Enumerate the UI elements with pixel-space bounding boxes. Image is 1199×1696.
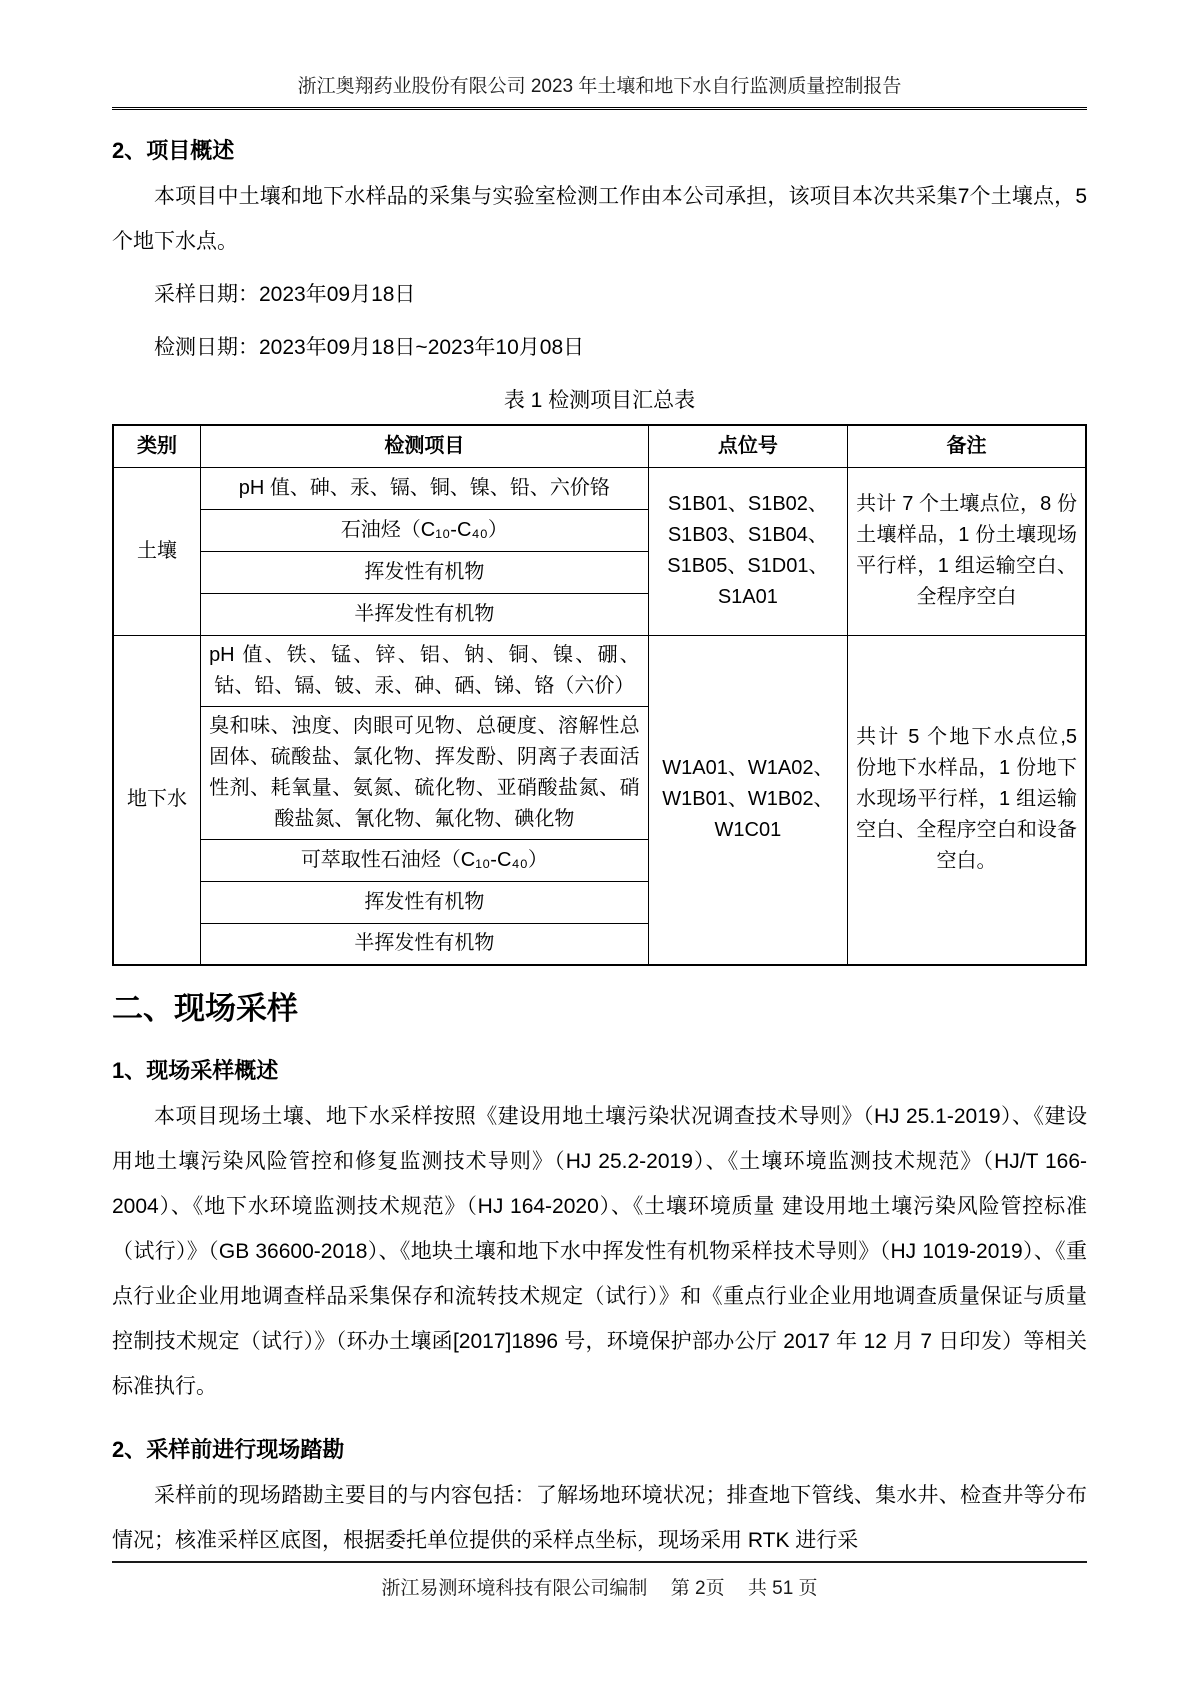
report-title: 浙江奥翔药业股份有限公司 2023 年土壤和地下水自行监测质量控制报告 [297,76,902,97]
heading-field-sampling: 二、现场采样 [112,991,298,1026]
soil-item-voc: 挥发性有机物 [201,551,649,593]
footer-total-pages: 共 51 页 [747,1578,818,1599]
groundwater-item-voc: 挥发性有机物 [201,881,649,923]
table-1-caption: 表 1 检测项目汇总表 [503,389,696,412]
footer-page-number: 第 2页 [670,1578,725,1599]
soil-category-cell: 土壤 [113,467,201,635]
soil-item-metals: pH 值、砷、汞、镉、铜、镍、铅、六价铬 [201,467,649,509]
running-footer [112,1561,1087,1600]
overview-paragraph: 本项目中土壤和地下水样品的采集与实验室检测工作由本公司承担，该项目本次共采集7个土壤点，5个地下水点。 [112,185,1087,253]
groundwater-item-petroleum: 可萃取性石油烃（C₁₀-C₄₀） [201,839,649,881]
col-header-category: 类别 [113,425,201,467]
col-header-items: 检测项目 [201,425,649,467]
table-header-row [113,425,1086,467]
running-header [112,0,1087,110]
col-header-remark: 备注 [848,425,1086,467]
soil-item-petroleum: 石油烃（C₁₀-C₄₀） [201,509,649,551]
table-1-monitoring-items [112,424,1087,966]
groundwater-points-cell: W1A01、W1A02、W1B01、W1B02、W1C01 [648,635,847,965]
testing-date-line: 检测日期：2023年09月18日~2023年10月08日 [154,336,585,359]
table-row [113,635,1086,706]
soil-points-cell: S1B01、S1B02、S1B03、S1B04、S1B05、S1D01、S1A01 [648,467,847,635]
reconnaissance-paragraph: 采样前的现场踏勘主要目的与内容包括：了解场地环境状况；排查地下管线、集水井、检查井等分布情况；核准采样区底图，根据委托单位提供的采样点坐标，现场采用 RTK 进行采 [112,1484,1087,1552]
groundwater-category-cell: 地下水 [113,635,201,965]
heading-site-reconnaissance: 2、采样前进行现场踏勘 [112,1437,345,1462]
heading-project-overview: 2、项目概述 [112,138,235,163]
groundwater-item-metals: pH 值、铁、锰、锌、铝、钠、铜、镍、硼、钴、铅、镉、铍、汞、砷、硒、锑、铬（六价） [201,635,649,706]
soil-remark-cell: 共计 7 个土壤点位，8 份土壤样品，1 份土壤现场平行样，1 组运输空白、全程序空白 [848,467,1086,635]
sampling-standards-paragraph: 本项目现场土壤、地下水采样按照《建设用地土壤污染状况调查技术导则》（HJ 25.1-2019）、《建设用地土壤污染风险管控和修复监测技术导则》（HJ 25.2-2019）、《土壤环境监测技术规范》（HJ/T 166-2004）、《地下水环境监测技术规范》（HJ 164-2020）、《土壤环境质量 建设用地土壤污染风险管控标准（试行）》（GB 36600-2018）、《地块土壤和地下水中挥发性有机物采样技术导则》（HJ 1019-2019）、《重点行业企业用地调查样品采集保存和流转技术规定（试行）》和《重点行业企业用地调查质量保证与质量控制技术规定（试行）》（环办土壤函[2017]1896 号，环境保护部办公厅 2017 年 12 月 7 日印发）等相关标准执行。 [112,1105,1087,1398]
footer-company: 浙江易测环境科技有限公司编制 [381,1578,648,1599]
table-row [113,467,1086,509]
soil-item-svoc: 半挥发性有机物 [201,593,649,635]
groundwater-item-svoc: 半挥发性有机物 [201,923,649,965]
col-header-points: 点位号 [648,425,847,467]
sampling-date-line: 采样日期：2023年09月18日 [154,283,416,306]
groundwater-item-general: 臭和味、浊度、肉眼可见物、总硬度、溶解性总固体、硫酸盐、氯化物、挥发酚、阴离子表面活性剂、耗氧量、氨氮、硫化物、亚硝酸盐氮、硝酸盐氮、氰化物、氟化物、碘化物 [201,706,649,839]
heading-sampling-overview: 1、现场采样概述 [112,1058,279,1083]
groundwater-remark-cell: 共计 5 个地下水点位,5 份地下水样品，1 份地下水现场平行样，1 组运输空白、全程序空白和设备空白。 [848,635,1086,965]
